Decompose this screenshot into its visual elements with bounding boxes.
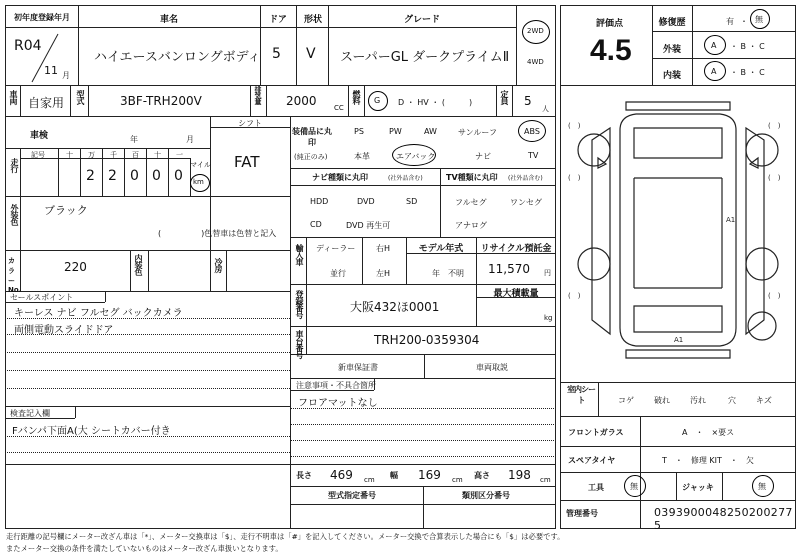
digit-label-5: 十 bbox=[154, 151, 161, 159]
navi-hdd: HDD bbox=[310, 197, 329, 206]
chassis-value: TRH200-0359304 bbox=[374, 333, 480, 347]
length-value: 469 bbox=[330, 468, 353, 482]
jack-value: 無 bbox=[758, 482, 766, 491]
registration-label: 登録番号 bbox=[295, 290, 304, 318]
shape-value: V bbox=[306, 46, 316, 62]
equip-sunroof: サンルーフ bbox=[458, 128, 497, 137]
equipment-label: 装備品に丸印 bbox=[292, 127, 332, 147]
svg-text:( ): ( ) bbox=[568, 174, 581, 182]
tv-sub: (社外品含む) bbox=[508, 175, 543, 182]
length-label: 長さ bbox=[296, 471, 312, 480]
height-value: 198 bbox=[508, 468, 531, 482]
model-year-label: モデル年式 bbox=[418, 244, 464, 254]
digit-value-5: 0 bbox=[174, 168, 183, 184]
digit-label-1: 十 bbox=[66, 151, 73, 159]
import-left-h: 左H bbox=[376, 269, 391, 278]
equip-abs: ABS bbox=[524, 127, 540, 136]
equip-navi: ナビ bbox=[475, 152, 491, 161]
capacity-label: 定員 bbox=[500, 90, 509, 104]
mgmt-value: 0393900048250200277 5 bbox=[654, 506, 793, 532]
drive-2wd: 2WD bbox=[527, 27, 544, 35]
selling-line1: キーレス ナビ フルセグ バックカメラ bbox=[14, 308, 183, 319]
kg-unit: kg bbox=[544, 314, 553, 322]
digit-label-0: 記号 bbox=[31, 151, 45, 159]
svg-text:( ): ( ) bbox=[768, 174, 781, 182]
drive-4wd: 4WD bbox=[527, 58, 544, 66]
tv-label: TV種類に丸印 bbox=[446, 173, 498, 182]
tools-label: 工具 bbox=[588, 483, 604, 492]
model-year-value: 年 不明 bbox=[432, 269, 464, 278]
length-cm: cm bbox=[364, 476, 375, 484]
import-dealer: ディーラー bbox=[316, 244, 356, 253]
inspection-month: 月 bbox=[186, 135, 194, 144]
equip-airbag: エアバック bbox=[396, 152, 436, 161]
model-label: 型式 bbox=[76, 90, 85, 104]
car-name-label: 車名 bbox=[159, 15, 178, 25]
equip-leather: 本革 bbox=[354, 152, 370, 161]
interior-rest: ・ B ・ C bbox=[730, 68, 765, 77]
max-load-label: 最大積載量 bbox=[493, 289, 539, 299]
fuel-label: 燃料 bbox=[352, 90, 361, 104]
glass-value: A ・ ×要ス bbox=[682, 428, 735, 437]
exterior-rest: ・ B ・ C bbox=[730, 42, 765, 51]
manual-label: 車両取説 bbox=[476, 363, 508, 372]
color-no-value: 220 bbox=[64, 260, 87, 274]
footer-line2: またメーター交換の条件を満たしていないものはメーター改ざん車扱いとなります。 bbox=[6, 544, 283, 553]
recycle-value: 11,570 bbox=[488, 262, 530, 276]
spare-value: T ・ 修理 KIT ・ 欠 bbox=[662, 456, 754, 465]
selling-line2: 両側電動スライドドア bbox=[14, 325, 114, 336]
km-label: km bbox=[193, 178, 204, 186]
notes-value: フロアマットなし bbox=[298, 398, 378, 409]
mile-label: マイル bbox=[190, 161, 211, 169]
height-label: 高さ bbox=[474, 471, 490, 480]
grade-value: スーパーGL ダークプライムⅡ bbox=[340, 50, 510, 65]
interior-color-label: 内装色 bbox=[134, 254, 143, 275]
import-label: 輸入車 bbox=[295, 244, 304, 265]
diagram-tag-2: A1 bbox=[674, 336, 684, 344]
sheet-frame bbox=[5, 5, 556, 529]
mgmt-label: 管理番号 bbox=[566, 509, 598, 518]
shift-value: FAT bbox=[234, 153, 260, 171]
svg-text:( ): ( ) bbox=[768, 122, 781, 130]
fuel-other: D ・ HV ・ ( ) bbox=[398, 98, 473, 107]
repair-label: 修復歴 bbox=[658, 18, 686, 28]
score-value: 4.5 bbox=[590, 34, 632, 67]
class-number-label: 類別区分番号 bbox=[462, 491, 510, 500]
shift-label: シフト bbox=[238, 119, 262, 128]
sheet-dirt: 汚れ bbox=[690, 396, 706, 405]
notes-label: 注意事項・不具合箇所 bbox=[296, 381, 376, 390]
navi-sd: SD bbox=[406, 197, 418, 206]
selling-points-label: セールスポイント bbox=[10, 293, 74, 302]
diagram-tag-1: A1 bbox=[726, 216, 736, 224]
exterior-grade-label: 外装 bbox=[662, 45, 681, 55]
car-name: ハイエースバンロングボディ bbox=[94, 50, 261, 65]
width-cm: cm bbox=[452, 476, 463, 484]
navi-cd: CD bbox=[310, 220, 322, 229]
capacity-value: 5 bbox=[524, 94, 532, 108]
digit-value-3: 0 bbox=[130, 168, 139, 184]
equip-pw: PW bbox=[389, 127, 402, 136]
grade-label: グレード bbox=[403, 15, 440, 25]
navi-sub: (社外品含む) bbox=[388, 175, 423, 182]
svg-text:( ): ( ) bbox=[568, 122, 581, 130]
jack-label: ジャッキ bbox=[682, 483, 714, 492]
tools-value: 無 bbox=[630, 482, 638, 491]
interior-a: A bbox=[711, 67, 717, 76]
yen-unit: 円 bbox=[544, 269, 551, 277]
first-reg-label: 初年度登録年月 bbox=[14, 13, 70, 22]
digit-label-3: 千 bbox=[110, 151, 117, 159]
navi-label: ナビ種類に丸印 bbox=[312, 173, 368, 182]
height-cm: cm bbox=[540, 476, 551, 484]
repair-sep: ・ bbox=[740, 17, 748, 26]
sheet-burn: コゲ bbox=[618, 396, 634, 405]
repair-no: 無 bbox=[755, 15, 763, 24]
equip-ps: PS bbox=[354, 127, 364, 136]
use-value: 自家用 bbox=[28, 96, 65, 110]
color-no-label: カラーNo. bbox=[8, 257, 22, 294]
digit-label-4: 百 bbox=[132, 151, 139, 159]
chassis-label: 車台番号 bbox=[295, 330, 304, 358]
glass-label: フロントガラス bbox=[568, 428, 624, 437]
first-reg-month: 11 bbox=[44, 64, 58, 77]
displacement-label: 排気量 bbox=[254, 86, 262, 104]
registration-value: 大阪432ほ0001 bbox=[350, 300, 440, 314]
equip-aw: AW bbox=[424, 127, 437, 136]
mileage-label: 走行 bbox=[10, 158, 19, 172]
warranty-label: 新車保証書 bbox=[338, 363, 378, 372]
width-value: 169 bbox=[418, 468, 441, 482]
score-label: 評価点 bbox=[596, 19, 624, 29]
navi-dvd-play: DVD 再生可 bbox=[346, 221, 391, 230]
displacement-value: 2000 bbox=[286, 94, 317, 108]
tv-fullseg: フルセグ bbox=[455, 198, 487, 207]
digit-value-1: 2 bbox=[86, 168, 95, 184]
tv-oneseg: ワンセグ bbox=[510, 198, 542, 207]
person-unit: 人 bbox=[542, 105, 549, 113]
inspector-value: Fバンパ下面A(大 シートカバー付き bbox=[12, 426, 171, 437]
interior-sheet-label: 室内シート bbox=[567, 385, 595, 405]
equip-tv: TV bbox=[528, 151, 539, 160]
spare-label: スペアタイヤ bbox=[568, 456, 616, 465]
month-unit: 月 bbox=[62, 71, 70, 80]
model-value: 3BF-TRH200V bbox=[120, 94, 202, 108]
door-value: 5 bbox=[272, 46, 281, 62]
color-label: 外装色 bbox=[10, 204, 19, 225]
exterior-a: A bbox=[711, 41, 717, 50]
sheet-tear: 破れ bbox=[654, 396, 670, 405]
svg-text:( ): ( ) bbox=[568, 292, 581, 300]
digit-value-2: 2 bbox=[108, 168, 117, 184]
color-value: ブラック bbox=[44, 204, 88, 217]
inspection-year: 年 bbox=[130, 135, 138, 144]
import-right-h: 右H bbox=[376, 244, 391, 253]
svg-text:( ): ( ) bbox=[768, 292, 781, 300]
interior-grade-label: 内装 bbox=[662, 71, 681, 81]
cc-unit: CC bbox=[334, 104, 344, 112]
footer-line1: 走行距離の記号欄にメーター改ざん車は「*」、メーター交換車は「$」、走行不明車は「#」を記入してください。メーター交換で合算表示した場合にも「$」は必要です。 bbox=[6, 532, 565, 541]
import-parallel: 並行 bbox=[330, 269, 346, 278]
door-label: ドア bbox=[269, 15, 287, 25]
sheet-scratch: キズ bbox=[756, 396, 772, 405]
repair-yes: 有 bbox=[726, 17, 734, 26]
car-diagram bbox=[562, 88, 794, 372]
type-number-label: 型式指定番号 bbox=[328, 491, 376, 500]
color-note: ( )色替車は色替と記入 bbox=[158, 229, 277, 238]
vehicle-label: 車両 bbox=[9, 90, 18, 104]
shape-label: 形状 bbox=[303, 15, 322, 25]
inspector-label: 検査記入欄 bbox=[10, 409, 50, 418]
recycle-label: リサイクル預託金 bbox=[480, 244, 552, 254]
navi-dvd: DVD bbox=[357, 197, 375, 206]
digit-label-6: 一 bbox=[176, 151, 183, 159]
inspection-label: 車検 bbox=[30, 131, 49, 141]
digit-label-2: 万 bbox=[88, 151, 95, 159]
equipment-sub: (純正のみ) bbox=[294, 153, 328, 161]
first-reg-era: R04 bbox=[14, 38, 42, 54]
width-label: 幅 bbox=[390, 471, 398, 480]
digit-value-4: 0 bbox=[152, 168, 161, 184]
sheet-hole: 穴 bbox=[728, 396, 736, 405]
fuel-g: G bbox=[374, 96, 381, 105]
ac-label: 冷房 bbox=[214, 258, 223, 272]
tv-analog: アナログ bbox=[455, 221, 487, 230]
